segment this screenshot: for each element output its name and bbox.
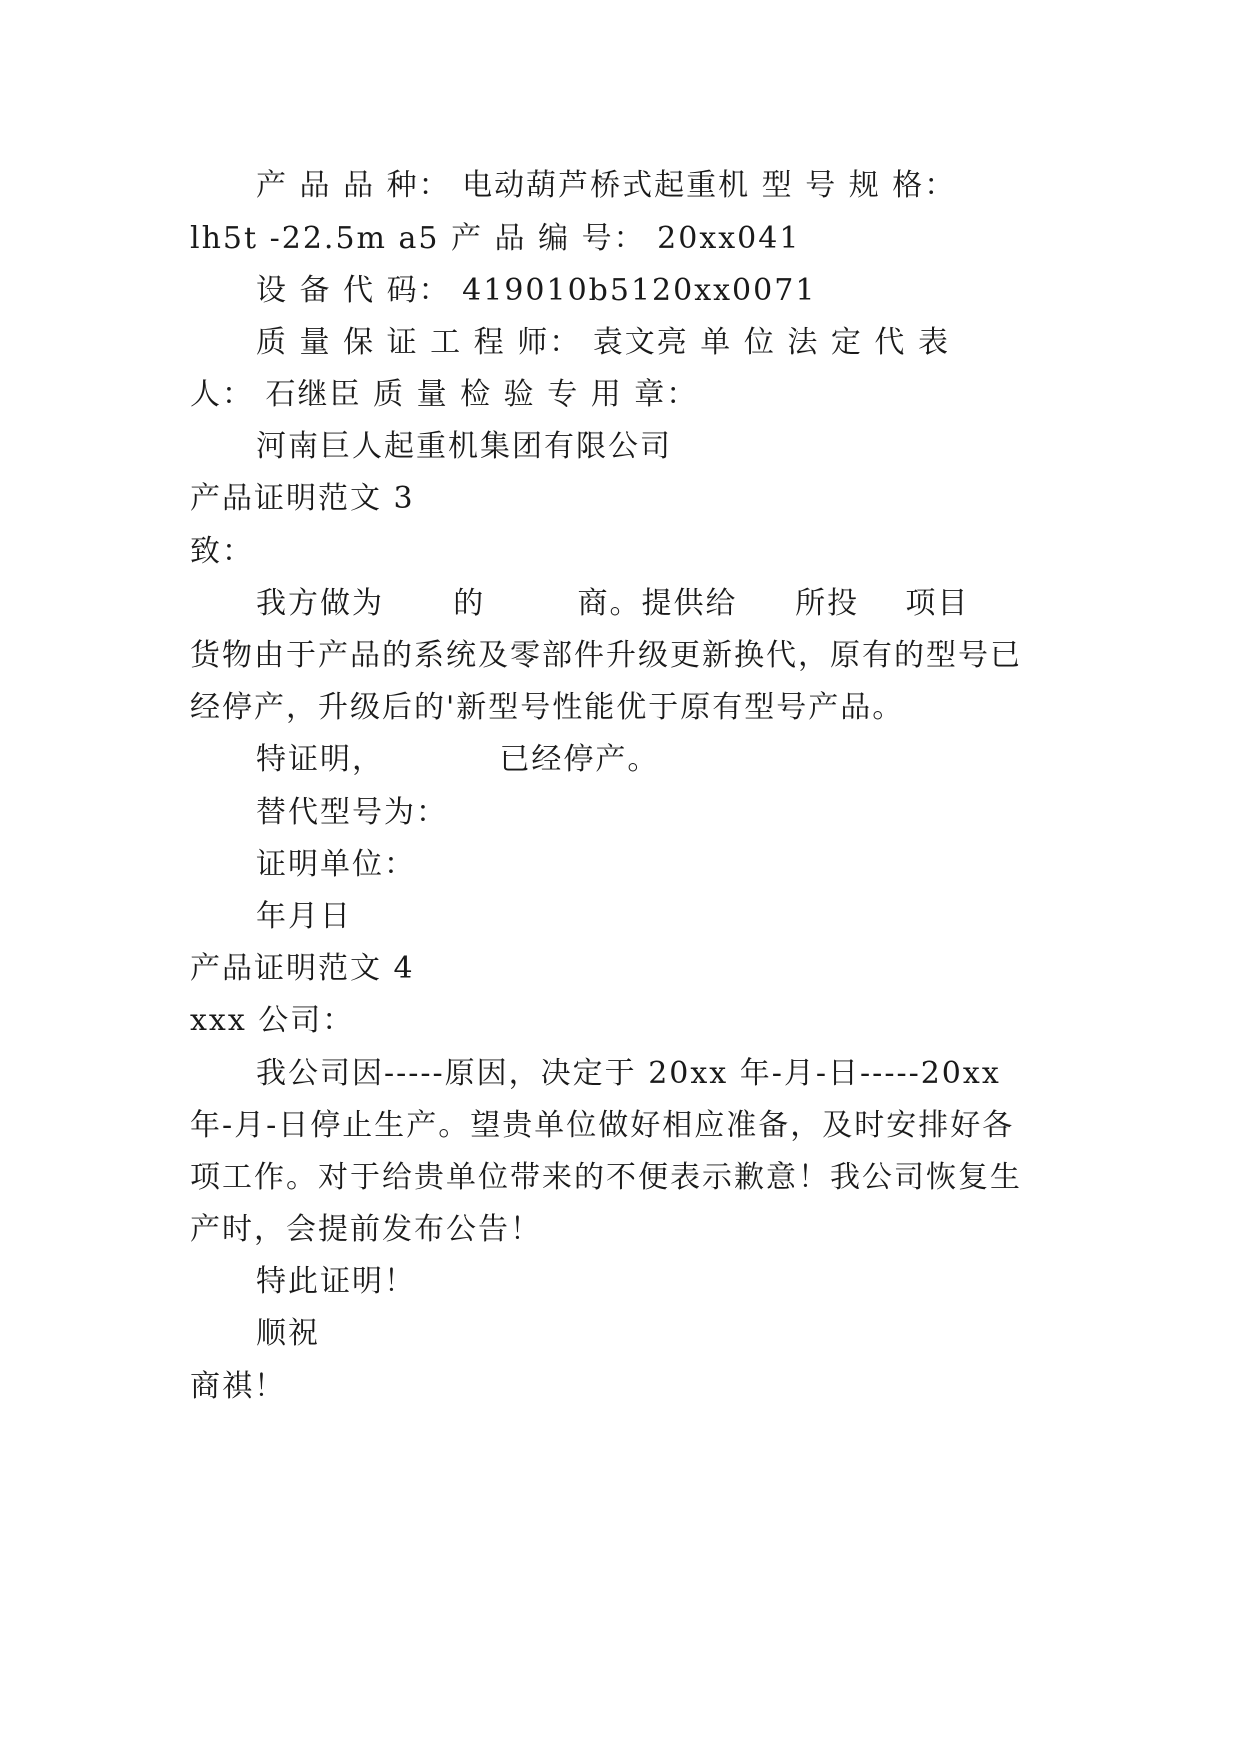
paragraph-line: 我公司因-----原因，决定于 20xx 年-月-日-----20xx [256, 1056, 1001, 1091]
paragraph-line: 年-月-日停止生产。望贵单位做好相应准备，及时安排好各 [190, 1108, 1015, 1143]
paragraph-line: 产时，会提前发布公告！ [190, 1212, 542, 1247]
closing-business-line: 商祺！ [190, 1369, 286, 1404]
certify-line: 特证明， 已经停产。 [256, 742, 660, 777]
equipment-code-line: 设 备 代 码： 419010b5120xx0071 [256, 273, 817, 308]
section-title-3: 产品证明范文 3 [190, 481, 415, 516]
legal-rep-line: 人： 石继臣 质 量 检 验 专 用 章： [190, 377, 699, 412]
product-type-line: 产 品 品 种： 电动葫芦桥式起重机 型 号 规 格： [256, 168, 957, 203]
paragraph-line: 经停产，升级后的'新型号性能优于原有型号产品。 [190, 690, 905, 725]
company-name: 河南巨人起重机集团有限公司 [256, 429, 672, 464]
certifying-unit-line: 证明单位： [256, 847, 416, 882]
paragraph-line: 货物由于产品的系统及零部件升级更新换代，原有的型号已 [190, 638, 1022, 673]
paragraph-line: 我方做为 的 商。提供给 所投 项目 [256, 586, 970, 621]
salutation-company: xxx 公司： [190, 1003, 355, 1038]
hereby-certify-line: 特此证明！ [256, 1264, 416, 1299]
salutation-to: 致： [190, 534, 254, 569]
date-line: 年月日 [256, 899, 352, 934]
section-title-4: 产品证明范文 4 [190, 951, 415, 986]
replacement-model-line: 替代型号为： [256, 795, 448, 830]
closing-wish-line: 顺祝 [256, 1316, 320, 1351]
model-number-line: lh5t -22.5m a5 产 品 编 号： 20xx041 [190, 221, 801, 256]
paragraph-line: 项工作。对于给贵单位带来的不便表示歉意！我公司恢复生 [190, 1160, 1022, 1195]
quality-engineer-line: 质 量 保 证 工 程 师： 袁文亮 单 位 法 定 代 表 [256, 325, 950, 360]
